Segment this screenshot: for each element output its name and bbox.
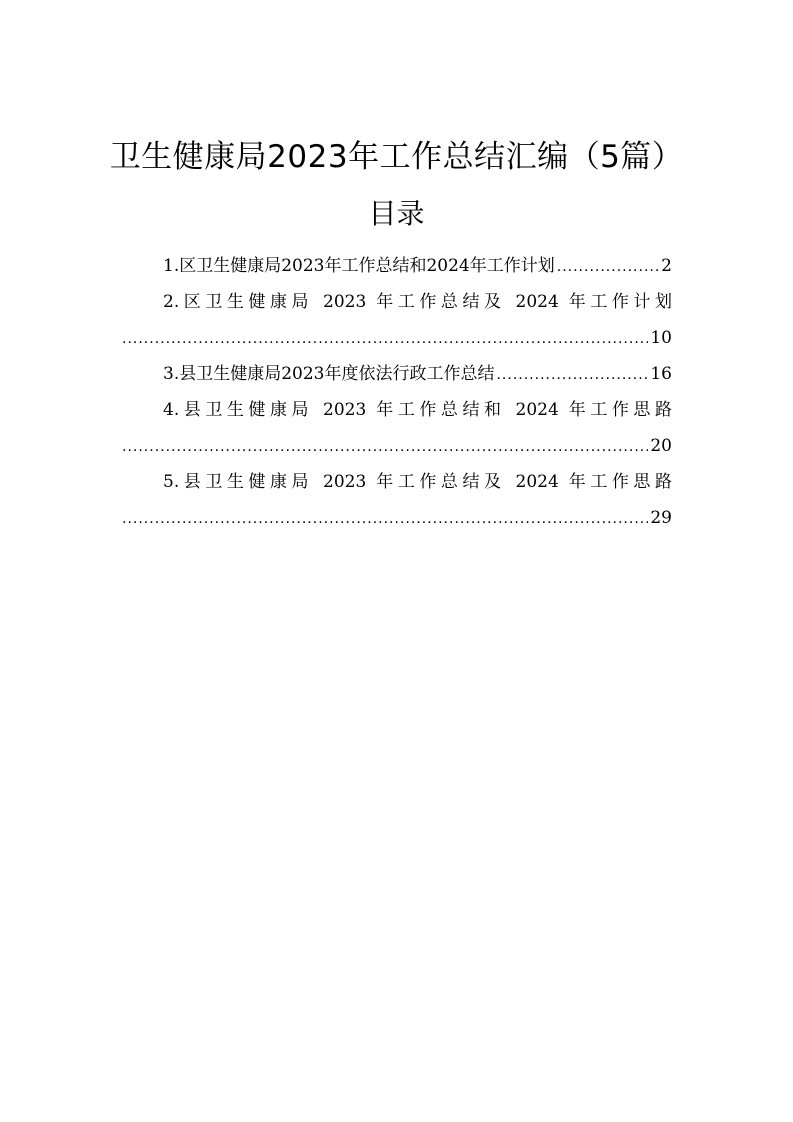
toc-entry-text: 5.县卫生健康局 2023 年工作总结及 2024 年工作思路: [163, 472, 672, 492]
toc-entry-text: 1.区卫生健康局2023年工作总结和2024年工作计划: [163, 256, 555, 276]
toc-leader-dots: [122, 501, 648, 537]
toc-leader-dots: [122, 429, 648, 465]
toc-entry-text: 2.区卫生健康局 2023 年工作总结及 2024 年工作计划: [163, 292, 672, 312]
toc-entry-page: 16: [650, 364, 672, 384]
toc-entry-1[interactable]: [120, 248, 672, 284]
toc-leader-dots: [122, 321, 648, 357]
toc-entry-text: 3.县卫生健康局2023年度依法行政工作总结: [163, 364, 495, 384]
toc-leader-dots: [557, 249, 659, 285]
table-of-contents: [120, 248, 672, 536]
toc-entry-text: 4.县卫生健康局 2023 年工作总结和 2024 年工作思路: [163, 400, 672, 420]
toc-entry-page: 2: [661, 256, 672, 276]
toc-entry-page: 29: [650, 508, 672, 528]
toc-heading: 目录: [368, 197, 425, 230]
toc-entry-5[interactable]: [120, 464, 672, 536]
toc-entry-4[interactable]: [120, 392, 672, 464]
toc-leader-dots: [496, 357, 648, 393]
toc-entry-2[interactable]: [120, 284, 672, 356]
toc-entry-page: 20: [650, 436, 672, 456]
toc-entry-page: 10: [650, 328, 672, 348]
toc-entry-3[interactable]: [120, 356, 672, 392]
document-title: 卫生健康局2023年工作总结汇编（5篇）: [109, 139, 684, 175]
